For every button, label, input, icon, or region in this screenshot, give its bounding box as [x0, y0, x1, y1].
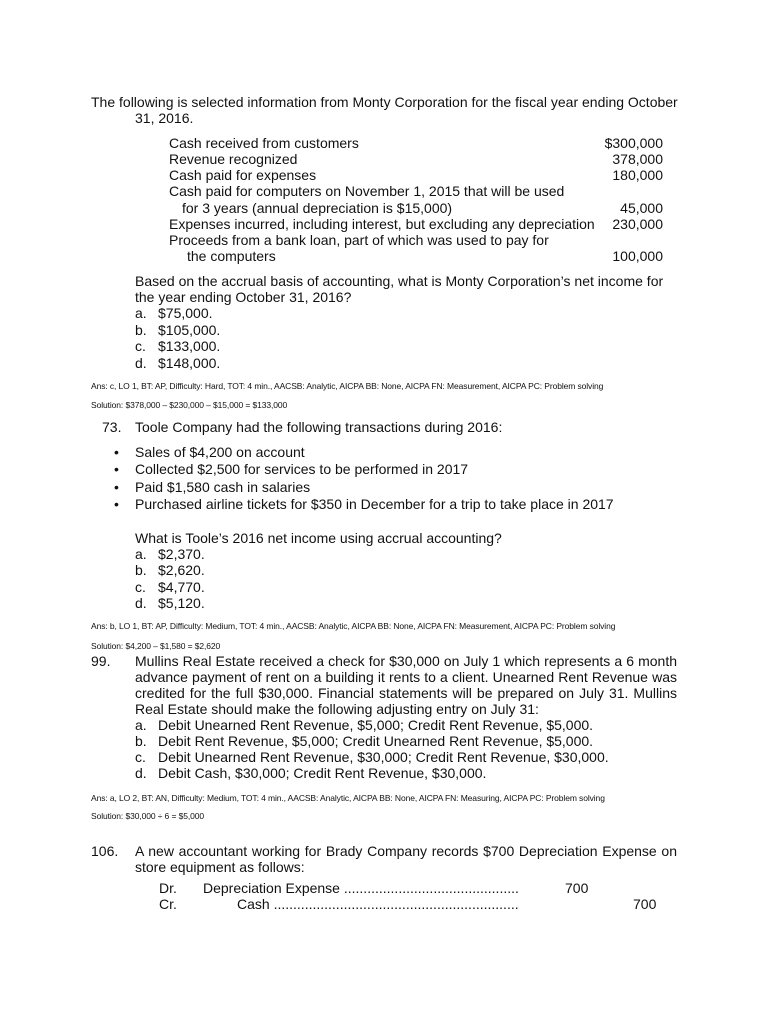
- option-text: $148,000.: [158, 355, 221, 371]
- option-letter: d.: [135, 595, 147, 611]
- entry-account: Cash ...............................................................: [237, 896, 519, 912]
- option-letter: a.: [135, 717, 147, 733]
- q72-question-line1: Based on the accrual basis of accounting, what is Monty Corporation’s net income for: [135, 273, 664, 289]
- option-text: $133,000.: [158, 338, 221, 354]
- q72-intro-line2: 31, 2016.: [135, 110, 194, 126]
- q72-table-value: 230,000: [612, 216, 663, 232]
- q72-table-label: Expenses incurred, including interest, but excluding any depreciation: [169, 216, 595, 232]
- bullet-icon: •: [114, 444, 119, 460]
- q72-table-label: Cash paid for computers on November 1, 2015 that will be used: [169, 183, 565, 199]
- q72-table-value: 100,000: [612, 248, 663, 264]
- entry-side: Dr.: [159, 880, 177, 896]
- q72-table-label: Cash received from customers: [169, 135, 359, 151]
- q73-bullet: Sales of $4,200 on account: [135, 444, 305, 460]
- bullet-icon: •: [114, 479, 119, 495]
- solution-note: Solution: $30,000 ÷ 6 = $5,000: [91, 811, 204, 821]
- option-text: $105,000.: [158, 322, 221, 338]
- option-text: $4,770.: [158, 579, 205, 595]
- q106-line2: store equipment as follows:: [135, 859, 305, 875]
- option-letter: a.: [135, 305, 147, 321]
- option-text: Debit Unearned Rent Revenue, $5,000; Credit Rent Revenue, $5,000.: [158, 717, 594, 733]
- option-letter: b.: [135, 322, 147, 338]
- solution-note: Solution: $4,200 – $1,580 = $2,620: [91, 641, 221, 651]
- entry-amount: 700: [565, 880, 589, 896]
- q72-question-line2: the year ending October 31, 2016?: [135, 289, 352, 305]
- option-text: $2,370.: [158, 546, 205, 562]
- q106-line1: A new accountant working for Brady Company records $700 Depreciation Expense on: [135, 843, 677, 859]
- bullet-icon: •: [114, 461, 119, 477]
- bullet-icon: •: [114, 496, 119, 512]
- option-letter: c.: [135, 579, 146, 595]
- q99-line: Mullins Real Estate received a check for $30,000 on July 1 which represents a 6 month: [135, 653, 677, 669]
- q73-bullet: Purchased airline tickets for $350 in December for a trip to take place in 2017: [135, 496, 614, 512]
- option-text: Debit Rent Revenue, $5,000; Credit Unearned Rent Revenue, $5,000.: [158, 733, 594, 749]
- q73-bullet: Collected $2,500 for services to be performed in 2017: [135, 461, 469, 477]
- answer-note: Ans: b, LO 1, BT: AP, Difficulty: Medium, TOT: 4 min., AACSB: Analytic, AICPA BB: None, AICPA FN: Measurement, AICPA PC: Problem solving: [91, 621, 616, 631]
- entry-side: Cr.: [159, 896, 177, 912]
- answer-note: Ans: a, LO 2, BT: AN, Difficulty: Medium, TOT: 4 min., AACSB: Analytic, AICPA BB: None, AICPA FN: Measuring, AICPA PC: Problem solving: [91, 793, 605, 803]
- q72-table-value: 378,000: [612, 151, 663, 167]
- question-number: 99.: [91, 653, 111, 669]
- option-text: Debit Cash, $30,000; Credit Rent Revenue, $30,000.: [158, 765, 487, 781]
- option-text: $5,120.: [158, 595, 205, 611]
- q99-line: Real Estate should make the following adjusting entry on July 31:: [135, 701, 539, 717]
- entry-account: Depreciation Expense .............................................: [203, 880, 519, 896]
- q72-table-value: 45,000: [620, 200, 663, 216]
- q73-question: What is Toole’s 2016 net income using accrual accounting?: [135, 530, 502, 546]
- entry-amount: 700: [633, 896, 657, 912]
- option-letter: b.: [135, 733, 147, 749]
- q72-table-label: the computers: [187, 248, 276, 264]
- option-text: $2,620.: [158, 562, 205, 578]
- option-text: $75,000.: [158, 305, 213, 321]
- solution-note: Solution: $378,000 – $230,000 – $15,000 = $133,000: [91, 400, 288, 410]
- q72-table-value: $300,000: [604, 135, 663, 151]
- q99-line: advance payment of rent on a building it rents to a client. Unearned Rent Revenue was: [135, 669, 677, 685]
- q73-stem: Toole Company had the following transactions during 2016:: [135, 419, 503, 435]
- q72-table-label: Proceeds from a bank loan, part of which was used to pay for: [169, 232, 549, 248]
- q72-table-label: Revenue recognized: [169, 151, 298, 167]
- option-letter: d.: [135, 765, 147, 781]
- option-letter: c.: [135, 749, 146, 765]
- answer-note: Ans: c, LO 1, BT: AP, Difficulty: Hard, TOT: 4 min., AACSB: Analytic, AICPA BB: None, AICPA FN: Measurement, AICPA PC: Problem solving: [91, 381, 604, 391]
- q99-line: credited for the full $30,000. Financial statements will be prepared on July 31. Mullins: [135, 685, 677, 701]
- option-letter: d.: [135, 355, 147, 371]
- question-number: 73.: [102, 419, 122, 435]
- q72-table-label: for 3 years (annual depreciation is $15,000): [182, 200, 453, 216]
- q73-bullet: Paid $1,580 cash in salaries: [135, 479, 311, 495]
- question-number: 106.: [91, 843, 119, 859]
- option-letter: b.: [135, 562, 147, 578]
- option-letter: c.: [135, 338, 146, 354]
- q72-table-value: 180,000: [612, 167, 663, 183]
- q72-table-label: Cash paid for expenses: [169, 167, 317, 183]
- option-letter: a.: [135, 546, 147, 562]
- option-text: Debit Unearned Rent Revenue, $30,000; Credit Rent Revenue, $30,000.: [158, 749, 609, 765]
- q72-intro-line1: The following is selected information from Monty Corporation for the fiscal year ending October: [91, 94, 678, 110]
